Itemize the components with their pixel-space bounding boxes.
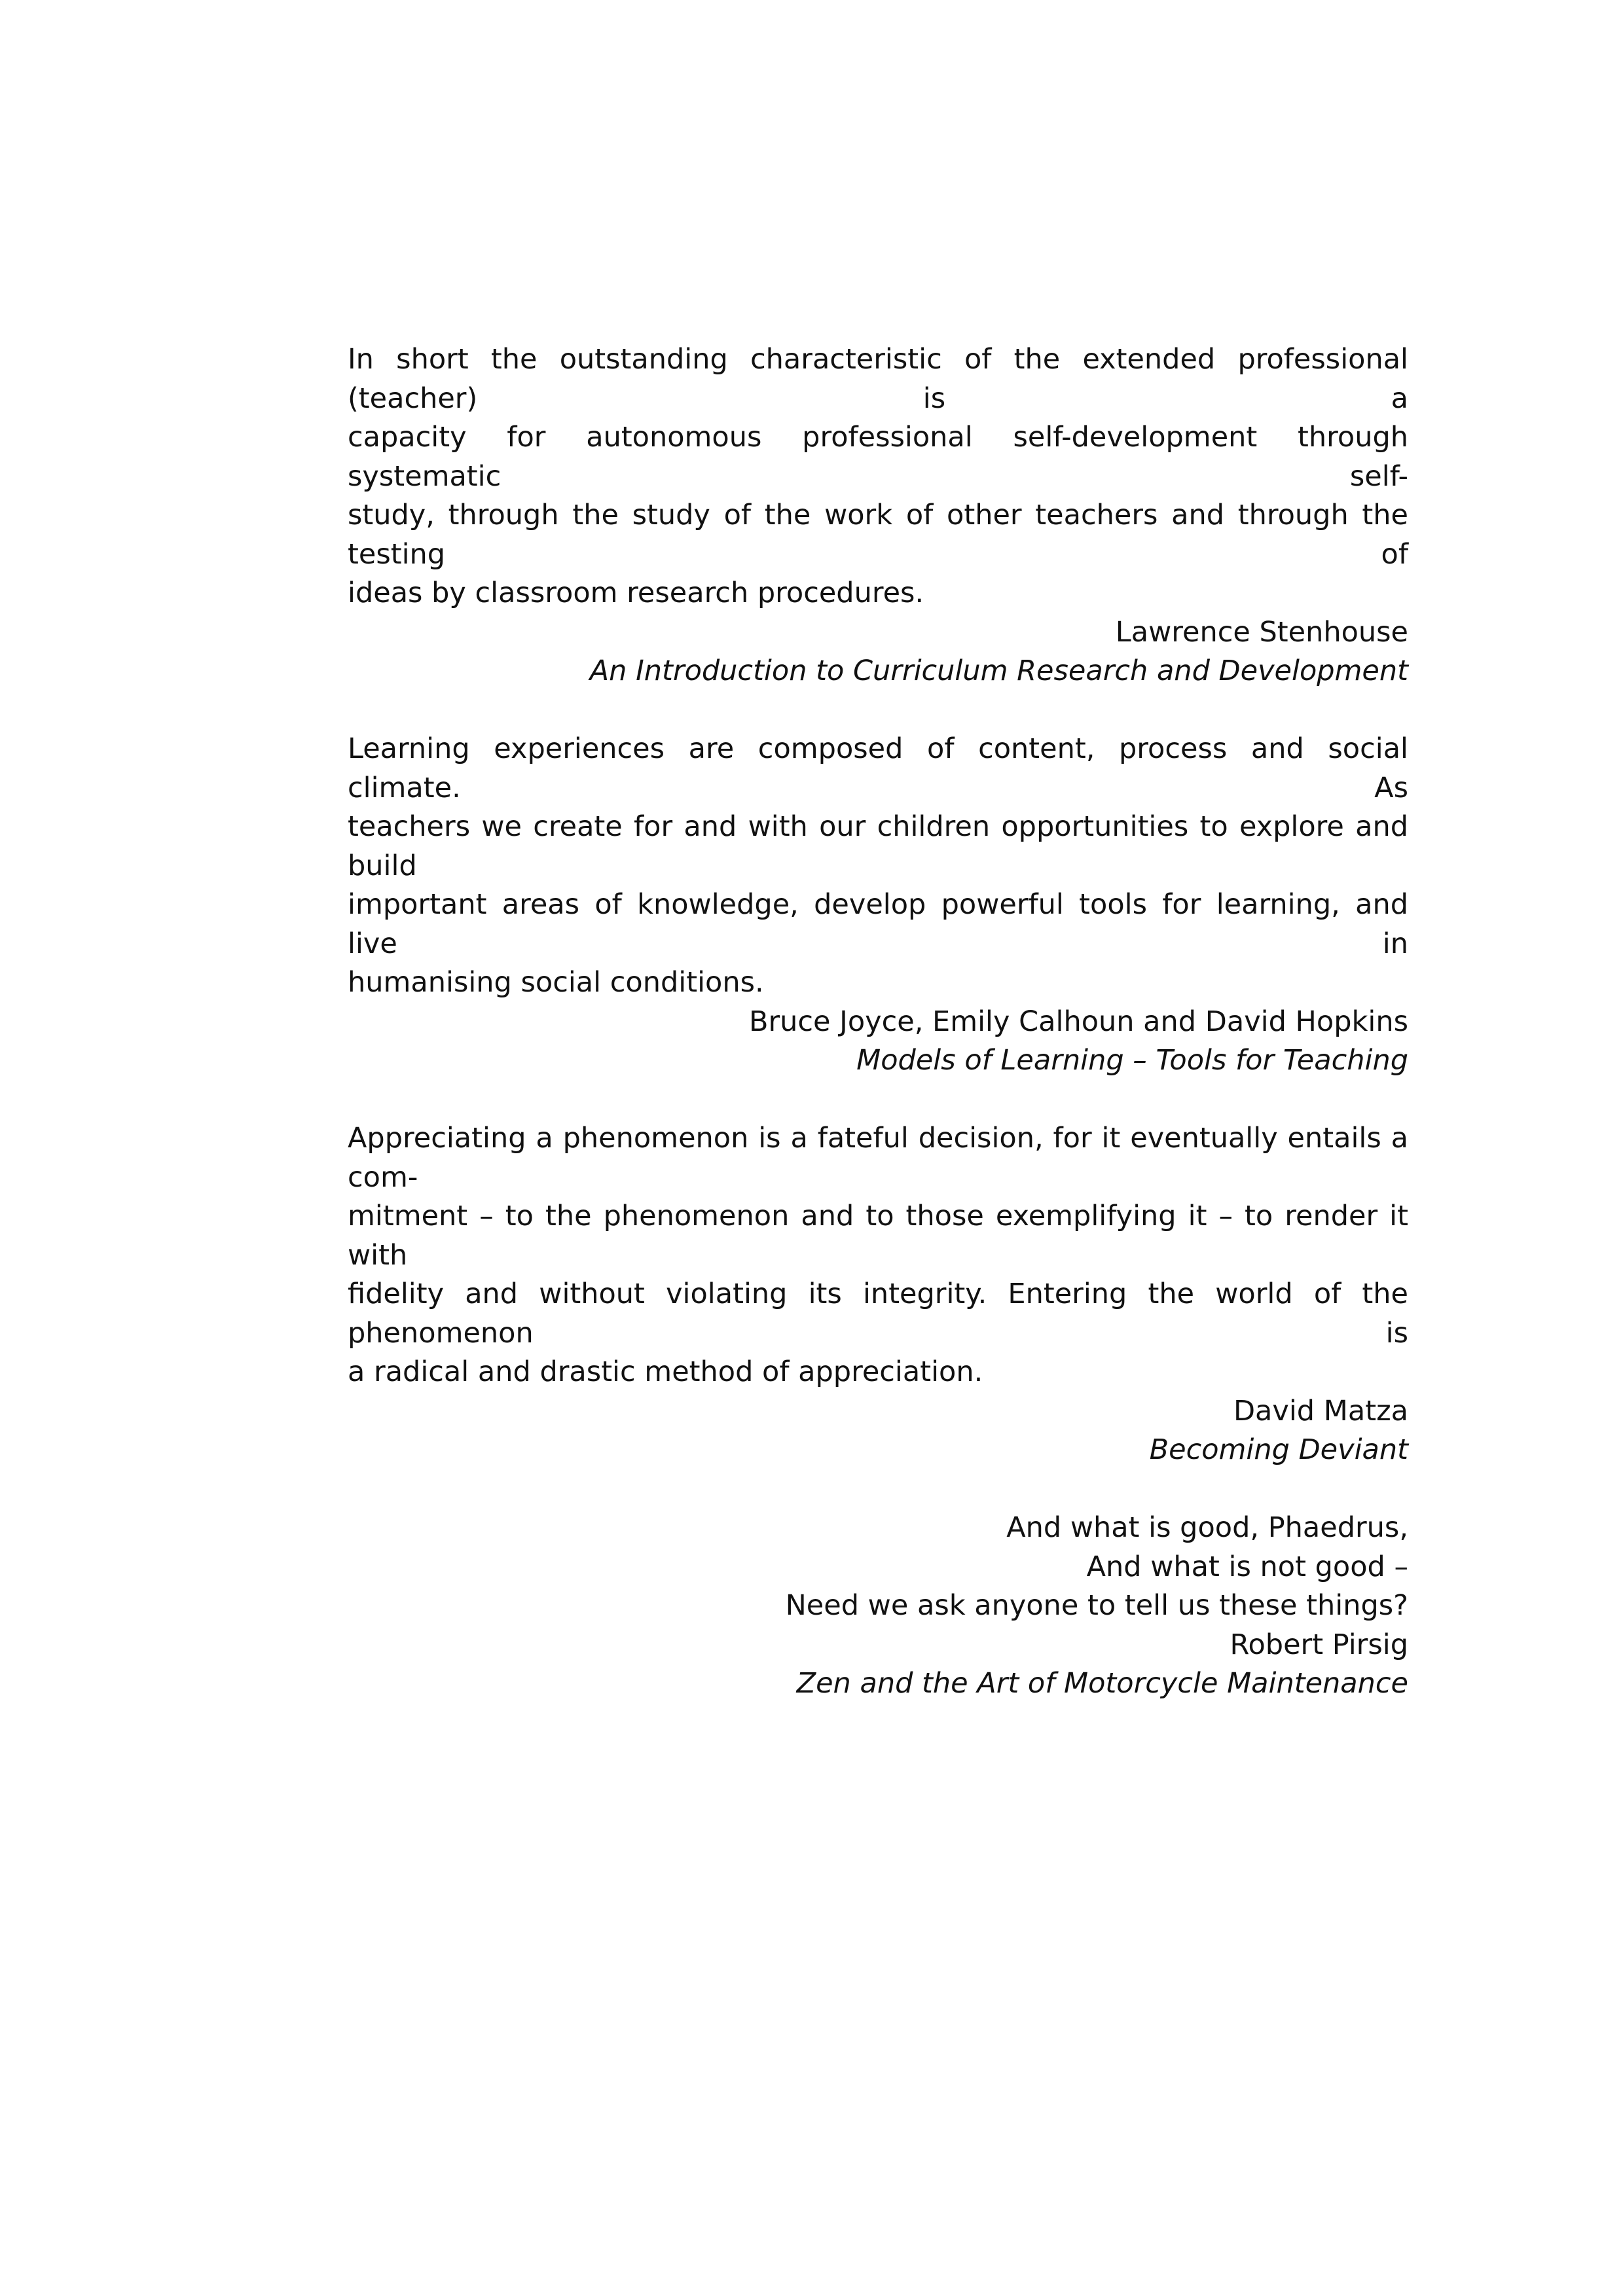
quote-line: study, through the study of the work of other teachers and through the testing of: [348, 499, 1408, 571]
quote-line: important areas of knowledge, develop powerful tools for learning, and live in: [348, 888, 1408, 960]
quote-line: Appreciating a phenomenon is a fateful decision, for it eventually entails a com-: [348, 1122, 1408, 1194]
epigraph-page: [348, 340, 1408, 1704]
source-title: Becoming Deviant: [1149, 1433, 1408, 1466]
epigraph-matza: [348, 1119, 1408, 1470]
epigraph-pirsig: [348, 1509, 1408, 1704]
poem-line: And what is not good –: [1086, 1550, 1408, 1583]
attribution: [348, 613, 1408, 691]
quote-line: mitment – to the phenomenon and to those exemplifying it – to render it with: [348, 1200, 1408, 1272]
source-title: Zen and the Art of Motorcycle Maintenance: [796, 1667, 1408, 1700]
quote-line: Learning experiences are composed of content, process and social climate. As: [348, 732, 1408, 804]
quote-line: teachers we create for and with our children opportunities to explore and build: [348, 810, 1408, 882]
author-name: Bruce Joyce, Emily Calhoun and David Hopkins: [748, 1005, 1408, 1038]
quote-line: ideas by classroom research procedures.: [348, 577, 924, 609]
quote-text: [348, 340, 1408, 613]
quote-line: capacity for autonomous professional self-development through systematic self-: [348, 421, 1408, 493]
source-title: Models of Learning – Tools for Teaching: [856, 1044, 1408, 1077]
quote-text: [348, 1119, 1408, 1392]
author-name: David Matza: [1233, 1394, 1408, 1427]
quote-line: humanising social conditions.: [348, 966, 764, 999]
author-name: Robert Pirsig: [1230, 1628, 1408, 1661]
poem-line: And what is good, Phaedrus,: [1006, 1511, 1408, 1544]
quote-text: [348, 730, 1408, 1003]
source-title: An Introduction to Curriculum Research and Development: [589, 655, 1408, 687]
attribution: [348, 1392, 1408, 1470]
poem: [348, 1509, 1408, 1704]
author-name: Lawrence Stenhouse: [1115, 615, 1408, 649]
poem-line: Need we ask anyone to tell us these things?: [785, 1589, 1408, 1622]
quote-line: In short the outstanding characteristic of the extended professional (teacher) is a: [348, 343, 1408, 415]
attribution: [348, 1003, 1408, 1081]
epigraph-joyce: [348, 730, 1408, 1081]
quote-line: a radical and drastic method of appreciation.: [348, 1355, 983, 1388]
epigraph-stenhouse: [348, 340, 1408, 691]
quote-line: fidelity and without violating its integrity. Entering the world of the phenomenon is: [348, 1278, 1408, 1350]
